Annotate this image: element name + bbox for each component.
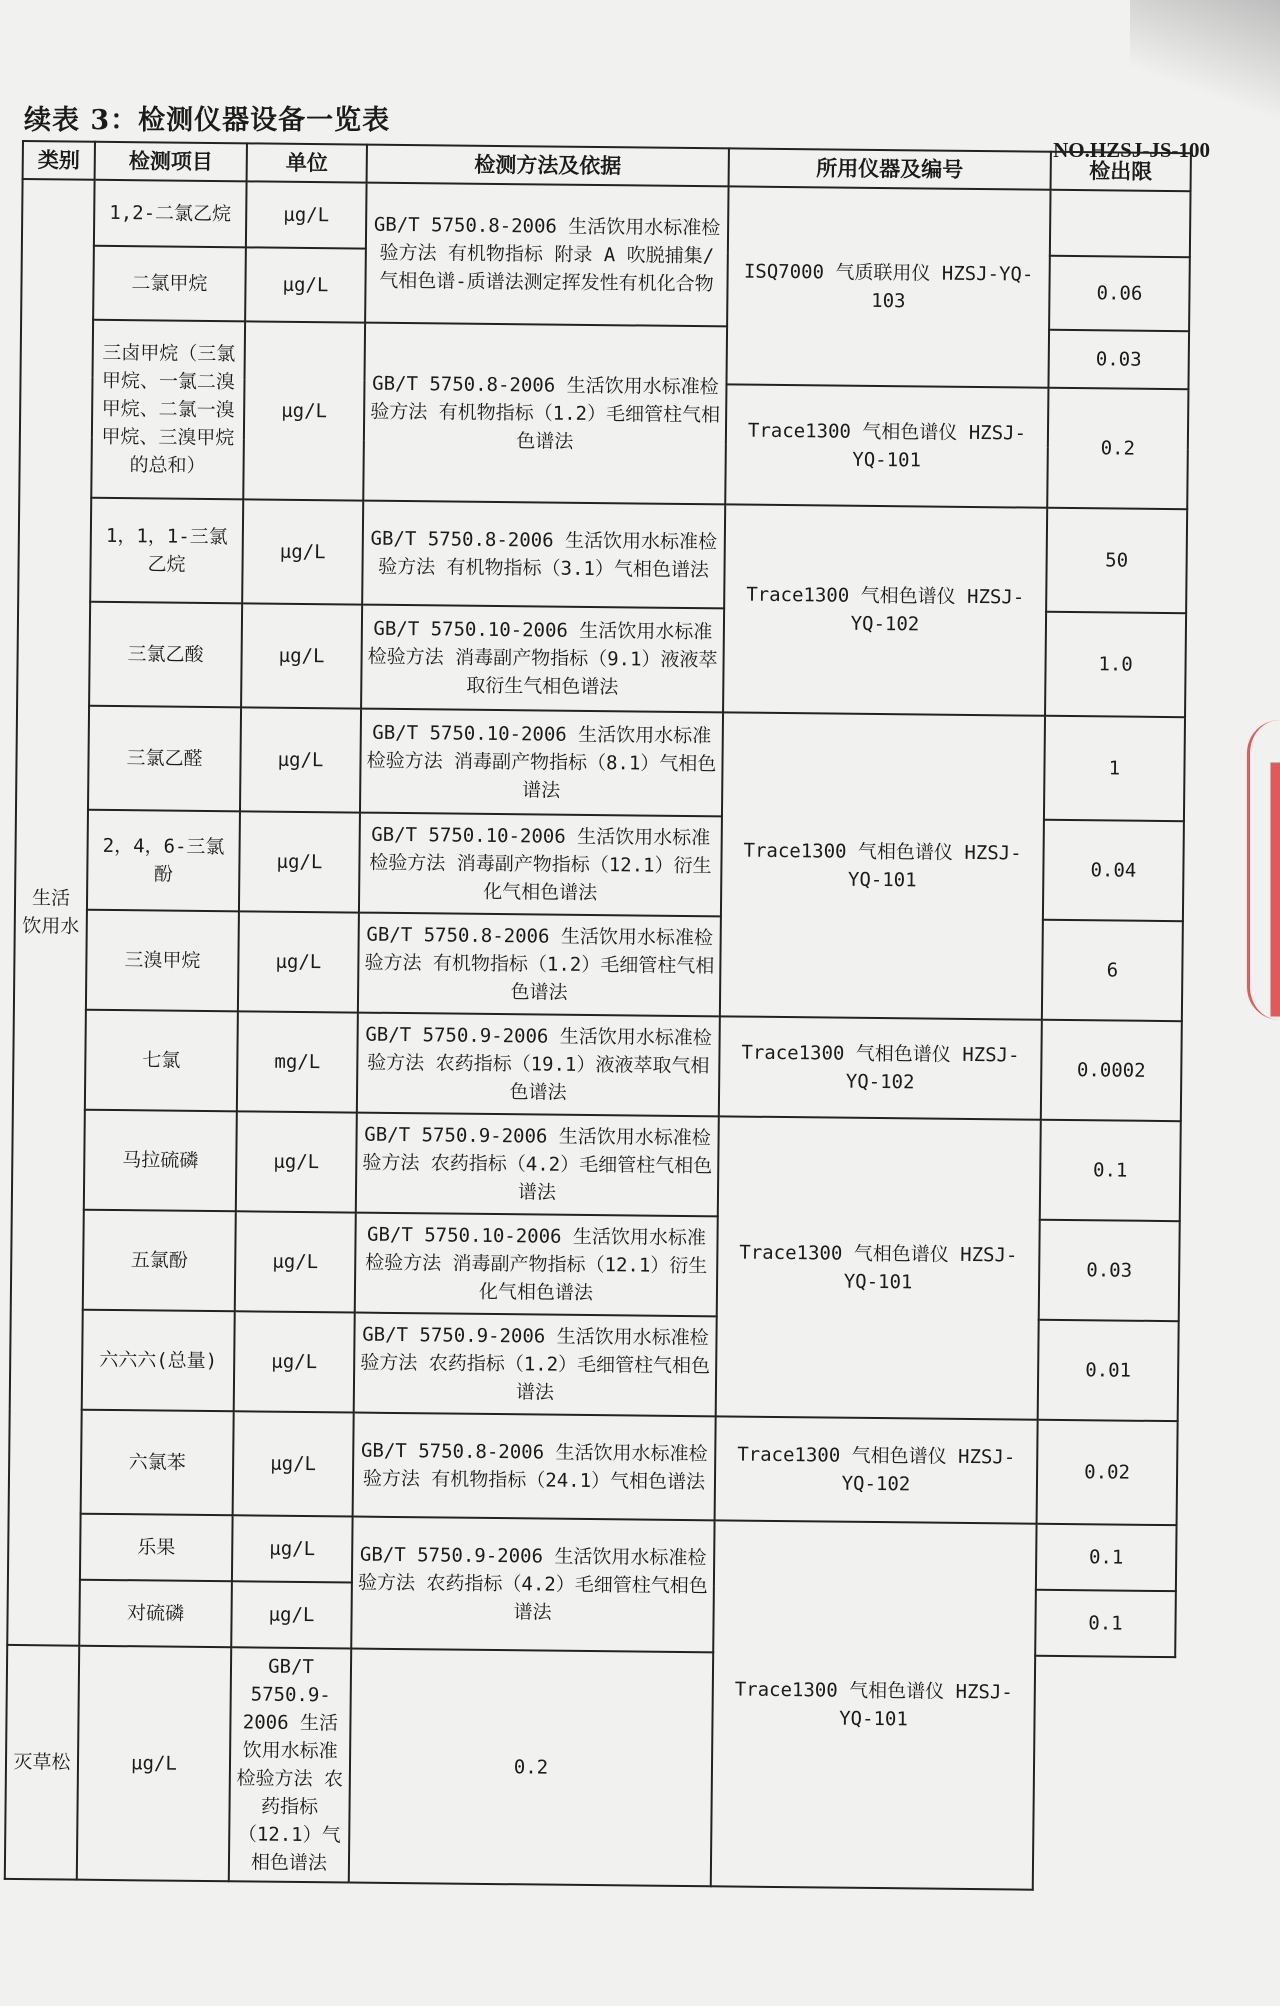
limit-cell: 0.03 bbox=[1048, 330, 1189, 389]
header-unit: 单位 bbox=[247, 143, 367, 182]
method-cell: GB/T 5750.8-2006 生活饮用水标准检验方法 有机物指标（1.2）毛细管柱气相色谱法 bbox=[363, 323, 727, 505]
limit-cell: 6 bbox=[1042, 920, 1183, 1021]
table-row bbox=[13, 1009, 1182, 1121]
method-cell: GB/T 5750.10-2006 生活饮用水标准检验方法 消毒副产物指标（8.1）气相色谱法 bbox=[360, 709, 723, 817]
instrument-cell: ISQ7000 气质联用仪 HZSJ-YQ-103 bbox=[726, 186, 1050, 387]
category-cell: 生活 饮用水 bbox=[7, 179, 94, 1646]
instrument-cell: Trace1300 气相色谱仪 HZSJ-YQ-102 bbox=[723, 504, 1047, 715]
item-cell: 三溴甲烷 bbox=[86, 910, 239, 1012]
unit-cell: μg/L bbox=[243, 321, 365, 500]
header-category: 类别 bbox=[23, 141, 95, 180]
header-limit: 检出限 bbox=[1051, 152, 1191, 191]
method-cell: GB/T 5750.9-2006 生活饮用水标准检验方法 农药指标（1.2）毛细管柱气相色谱法 bbox=[354, 1313, 717, 1417]
method-cell: GB/T 5750.10-2006 生活饮用水标准检验方法 消毒副产物指标（9.1）液液萃取衍生气相色谱法 bbox=[361, 605, 724, 713]
limit-cell: 50 bbox=[1046, 508, 1187, 613]
table-caption: 续表 3：检测仪器设备一览表 bbox=[24, 105, 391, 136]
unit-cell: μg/L bbox=[241, 603, 362, 708]
method-cell: GB/T 5750.9-2006 生活饮用水标准检验方法 农药指标（4.2）毛细管柱气相色谱法 bbox=[351, 1517, 714, 1653]
limit-cell: 0.2 bbox=[349, 1649, 713, 1887]
instrument-cell: Trace1300 气相色谱仪 HZSJ-YQ-101 bbox=[716, 1116, 1041, 1419]
item-cell: 2，4，6-三氯酚 bbox=[87, 810, 240, 912]
unit-cell: μg/L bbox=[246, 181, 367, 248]
table-row bbox=[9, 1409, 1178, 1525]
instrument-cell: Trace1300 气相色谱仪 HZSJ-YQ-101 bbox=[725, 384, 1048, 507]
limit-cell: 0.2 bbox=[1047, 388, 1188, 509]
unit-cell: μg/L bbox=[238, 911, 359, 1012]
method-cell: GB/T 5750.9-2006 生活饮用水标准检验方法 农药指标（12.1）气相色谱法 bbox=[229, 1647, 351, 1882]
method-cell: GB/T 5750.8-2006 生活饮用水标准检验方法 有机物指标（24.1）气相色谱法 bbox=[353, 1413, 716, 1521]
limit-cell: 0.03 bbox=[1039, 1220, 1180, 1321]
unit-cell: μg/L bbox=[234, 1311, 355, 1412]
item-cell: 二氯甲烷 bbox=[93, 246, 246, 322]
limit-cell: 1.0 bbox=[1045, 612, 1186, 717]
instrument-cell: Trace1300 气相色谱仪 HZSJ-YQ-101 bbox=[720, 712, 1045, 1019]
unit-cell: μg/L bbox=[240, 707, 361, 812]
unit-cell: μg/L bbox=[77, 1646, 231, 1882]
page-shadow bbox=[1130, 0, 1280, 120]
item-cell: 五氯酚 bbox=[83, 1210, 236, 1312]
unit-cell: μg/L bbox=[231, 1581, 352, 1648]
item-cell: 马拉硫磷 bbox=[84, 1110, 237, 1212]
method-cell: GB/T 5750.9-2006 生活饮用水标准检验方法 农药指标（19.1）液液萃取气相色谱法 bbox=[357, 1013, 720, 1117]
unit-cell: μg/L bbox=[242, 499, 363, 604]
item-cell: 灭草松 bbox=[5, 1645, 79, 1880]
method-cell: GB/T 5750.8-2006 生活饮用水标准检验方法 有机物指标（3.1）气相色谱法 bbox=[362, 501, 725, 609]
limit-cell: 0.1 bbox=[1035, 1590, 1176, 1657]
header-item: 检测项目 bbox=[95, 142, 247, 182]
header-instrument: 所用仪器及编号 bbox=[729, 148, 1051, 189]
unit-cell: μg/L bbox=[245, 247, 366, 322]
unit-cell: μg/L bbox=[236, 1111, 357, 1212]
item-cell: 六六六(总量) bbox=[82, 1310, 235, 1412]
limit-cell: 0.0002 bbox=[1041, 1020, 1182, 1121]
table-row bbox=[18, 497, 1187, 613]
red-stamp-fragment bbox=[1247, 720, 1280, 1020]
header-method: 检测方法及依据 bbox=[367, 145, 729, 187]
instrument-table bbox=[4, 140, 1192, 1892]
method-cell: GB/T 5750.8-2006 生活饮用水标准检验方法 有机物指标（1.2）毛细管柱气相色谱法 bbox=[358, 913, 721, 1017]
item-cell: 乐果 bbox=[80, 1514, 233, 1582]
table-row bbox=[8, 1513, 1177, 1591]
limit-cell: 0.1 bbox=[1036, 1524, 1177, 1591]
instrument-cell: Trace1300 气相色谱仪 HZSJ-YQ-101 bbox=[711, 1520, 1037, 1889]
document-number: NO.HZSJ-JS-100 bbox=[1053, 138, 1210, 162]
item-cell: 1，1，1-三氯乙烷 bbox=[90, 498, 243, 604]
limit-cell: 0.06 bbox=[1049, 256, 1190, 331]
item-cell: 六氯苯 bbox=[81, 1410, 234, 1516]
unit-cell: mg/L bbox=[237, 1011, 358, 1112]
limit-cell: 0.04 bbox=[1043, 820, 1184, 921]
item-cell: 1,2-二氯乙烷 bbox=[94, 180, 247, 248]
item-cell: 三氯乙醛 bbox=[88, 706, 241, 812]
unit-cell: μg/L bbox=[235, 1211, 356, 1312]
table-row bbox=[16, 705, 1185, 821]
item-cell: 三卤甲烷（三氯甲烷、一氯二溴甲烷、二氯一溴甲烷、三溴甲烷的总和） bbox=[91, 320, 245, 500]
item-cell: 三氯乙酸 bbox=[89, 602, 242, 708]
method-cell: GB/T 5750.8-2006 生活饮用水标准检验方法 有机物指标 附录 A 吹脱捕集/气相色谱-质谱法测定挥发性有机化合物 bbox=[365, 183, 728, 327]
table-row bbox=[22, 179, 1191, 257]
limit-cell: 1 bbox=[1044, 716, 1185, 821]
item-cell: 对硫磷 bbox=[79, 1580, 232, 1648]
table-row bbox=[12, 1109, 1181, 1221]
method-cell: GB/T 5750.10-2006 生活饮用水标准检验方法 消毒副产物指标（12.1）衍生化气相色谱法 bbox=[355, 1213, 718, 1317]
limit-cell: 0.1 bbox=[1040, 1120, 1181, 1221]
unit-cell: μg/L bbox=[232, 1515, 353, 1582]
method-cell: GB/T 5750.9-2006 生活饮用水标准检验方法 农药指标（4.2）毛细管柱气相色谱法 bbox=[356, 1113, 719, 1217]
method-cell: GB/T 5750.10-2006 生活饮用水标准检验方法 消毒副产物指标（12.1）衍生化气相色谱法 bbox=[359, 813, 722, 917]
instrument-cell: Trace1300 气相色谱仪 HZSJ-YQ-102 bbox=[715, 1416, 1038, 1523]
limit-cell: 0.02 bbox=[1037, 1420, 1178, 1525]
limit-cell bbox=[1050, 190, 1191, 257]
unit-cell: μg/L bbox=[239, 811, 360, 912]
item-cell: 七氯 bbox=[85, 1010, 238, 1112]
instrument-cell: Trace1300 气相色谱仪 HZSJ-YQ-102 bbox=[719, 1016, 1042, 1119]
unit-cell: μg/L bbox=[233, 1411, 354, 1516]
limit-cell: 0.01 bbox=[1038, 1320, 1179, 1421]
